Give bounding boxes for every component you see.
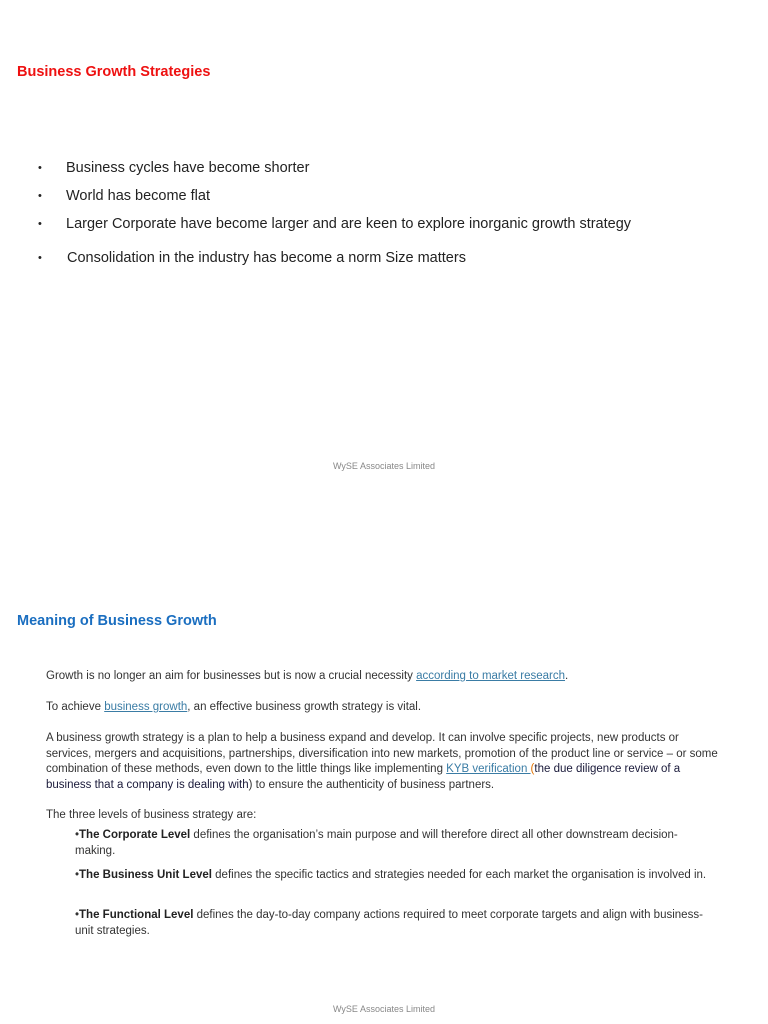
level-bullet: •	[75, 829, 80, 841]
bullet-marker: •	[38, 162, 42, 174]
slide-footer: WySE Associates Limited	[333, 1004, 435, 1014]
level-item-business-unit	[75, 868, 715, 884]
slide-footer: WySE Associates Limited	[333, 461, 435, 471]
bullet-marker: •	[38, 218, 42, 230]
level-name: The Functional Level	[79, 909, 194, 921]
bullet-marker: •	[38, 190, 42, 202]
market-research-link[interactable]: according to market research	[416, 670, 566, 682]
bullet-text: Larger Corporate have become larger and are keen to explore inorganic growth strategy	[66, 216, 632, 232]
bullet-text: World has become flat	[66, 188, 210, 204]
open-paren: (	[530, 763, 535, 775]
levels-intro: The three levels of business strategy are:	[46, 809, 257, 821]
level-description: defines the specific tactics and strategies needed for each market the organisation is involved in.	[211, 869, 707, 881]
level-description: defines the day-to-day company actions required to meet corporate targets and align with business-unit strategies.	[75, 909, 703, 937]
level-bullet: •	[75, 869, 80, 881]
paragraph-text: , an effective business growth strategy is vital.	[187, 701, 422, 713]
business-growth-link[interactable]: business growth	[104, 701, 188, 713]
slide-title: Meaning of Business Growth	[17, 613, 217, 629]
level-description: defines the organisation’s main purpose and will therefore direct all other downstream decision-making.	[75, 829, 678, 857]
paragraph-strategy-definition	[46, 731, 726, 793]
bullet-text: Business cycles have become shorter	[66, 160, 310, 176]
paragraph-text: .	[565, 670, 569, 682]
paragraph-growth-necessity	[46, 669, 726, 685]
level-name: The Corporate Level	[79, 829, 191, 841]
level-bullet: •	[75, 909, 80, 921]
kyb-definition-text: the due diligence review of a business that a company is dealing with	[46, 763, 681, 791]
level-item-functional	[75, 908, 715, 939]
paragraph-text: To achieve	[46, 701, 105, 713]
paragraph-achieve-growth	[46, 700, 726, 716]
level-name: The Business Unit Level	[79, 869, 212, 881]
paragraph-text: Growth is no longer an aim for businesses but is now a crucial necessity	[46, 670, 417, 682]
paragraph-text: ) to ensure the authenticity of business partners.	[248, 778, 495, 791]
kyb-verification-link[interactable]: KYB verification	[446, 763, 531, 775]
slide-title: Business Growth Strategies	[17, 64, 211, 80]
level-item-corporate	[75, 828, 715, 859]
paragraph-text: A business growth strategy is a plan to help a business expand and develop. It can involve specific projects, new products or services, mergers and acquisitions, partnerships, diversification into new markets, promotion of the product line or service – or some combination of these methods, even down to the little things like implementing	[46, 732, 718, 775]
bullet-text: Consolidation in the industry has become a norm Size matters	[67, 250, 466, 266]
slide-meaning-of-business-growth	[0, 512, 768, 1024]
bullet-marker: •	[38, 252, 42, 264]
